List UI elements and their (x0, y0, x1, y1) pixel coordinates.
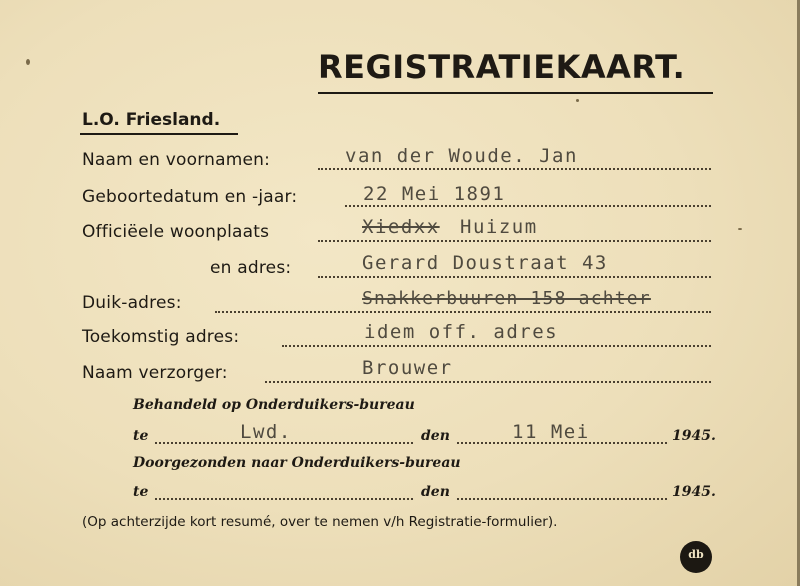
address-value: Gerard Doustraat 43 (362, 252, 608, 274)
hiding-address-line (215, 311, 711, 313)
future-address-label: Toekomstig adres: (82, 327, 240, 347)
name-line (318, 168, 711, 170)
address-label: en adres: (210, 258, 292, 278)
processed-place-value: Lwd. (240, 421, 292, 443)
residence-label: Officiëele woonplaats (82, 222, 270, 242)
archive-logo: db (680, 541, 712, 573)
residence-line (318, 240, 711, 242)
processed-date-value: 11 Mei (512, 421, 590, 443)
caretaker-value: Brouwer (362, 357, 453, 379)
organisation-label: L.O. Friesland. (82, 110, 221, 130)
title-underline (318, 92, 713, 94)
dob-value: 22 Mei 1891 (363, 183, 506, 205)
card-title: REGISTRATIEKAART. (318, 48, 686, 86)
footnote: (Op achterzijde kort resumé, over te nemen v/h Registratie-formulier). (82, 514, 558, 530)
forwarded-den-label: den (421, 484, 450, 500)
forwarded-heading: Doorgezonden naar Onderduikers-bureau (133, 455, 461, 471)
forwarded-date-line (457, 498, 667, 500)
forwarded-year: 1945. (672, 484, 716, 500)
caretaker-label: Naam verzorger: (82, 363, 228, 383)
caretaker-line (265, 381, 711, 383)
dob-line (345, 205, 711, 207)
paper-speck (576, 99, 579, 102)
hiding-address-value: Snakkerbuuren 158 achter (362, 288, 651, 309)
hiding-address-label: Duik-adres: (82, 293, 182, 313)
future-address-value: idem off. adres (364, 321, 559, 343)
residence-value: Huizum (460, 216, 538, 238)
dob-label: Geboortedatum en -jaar: (82, 187, 298, 207)
paper-speck (26, 59, 30, 65)
forwarded-place-line (155, 498, 413, 500)
name-value: van der Woude. Jan (345, 145, 578, 167)
processed-heading: Behandeld op Onderduikers-bureau (133, 397, 415, 413)
address-line (318, 276, 711, 278)
organisation-underline (80, 133, 238, 135)
forwarded-te-label: te (133, 484, 149, 500)
processed-year: 1945. (672, 428, 716, 444)
name-label: Naam en voornamen: (82, 150, 271, 170)
processed-te-label: te (133, 428, 149, 444)
future-address-line (282, 345, 711, 347)
paper-speck (738, 228, 742, 230)
residence-struck-value: Xiedxx (362, 216, 440, 238)
processed-den-label: den (421, 428, 450, 444)
